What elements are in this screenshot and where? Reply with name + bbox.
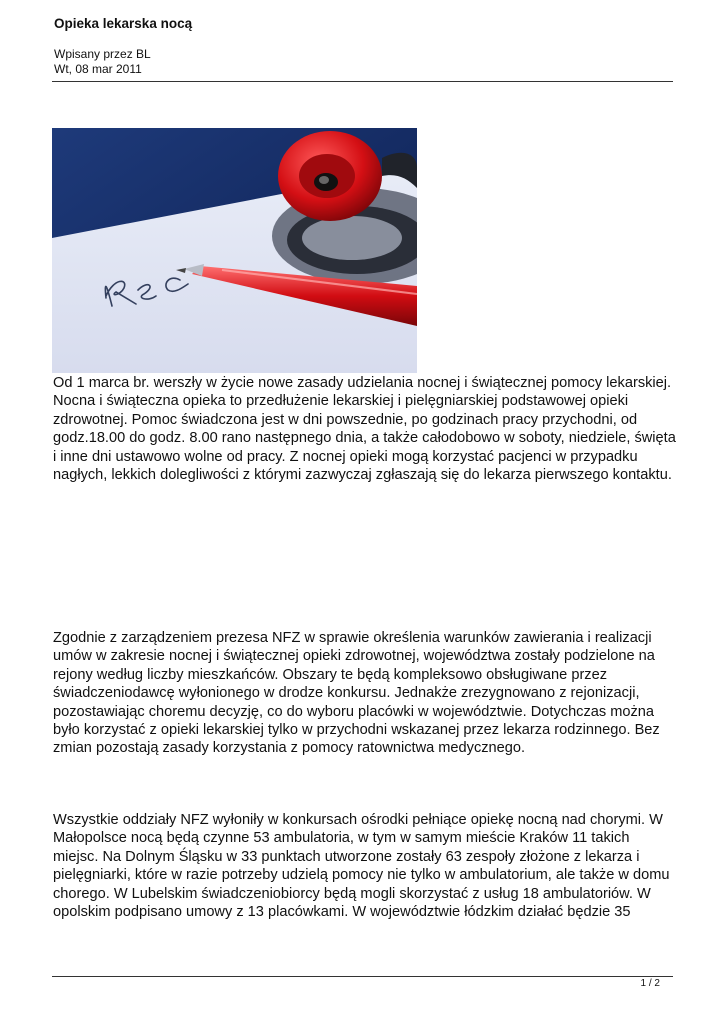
stethoscope-pen-illustration: [52, 128, 417, 373]
paragraph-2: Zgodnie z zarządzeniem prezesa NFZ w sprawie określenia warunków zawierania i realizacji umów w zakresie nocnej i świątecznej opieki zdrowotnej, województwa zostały podzielone na rejony według liczby mieszkańców. Obszary te będą kompleksowo obsługiwane przez świadczeniodawcę wyłonionego w drodze konkursu. Jednakże zrezygnowano z rejonizacji, pozostawiając choremu decyzję, co do wyboru placówki w województwie. Dotychczas można było korzystać z opieki lekarskiej tylko w przychodni wskazanej przez lekarza rodzinnego. Bez zmian pozostają zasady korzystania z pomocy ratownictwa medycznego.: [53, 630, 660, 757]
date-line: Wt, 08 mar 2011: [54, 62, 142, 76]
header-divider: [52, 81, 673, 82]
paragraph-1: Od 1 marca br. werszły w życie nowe zasady udzielania nocnej i świątecznej pomocy lekarskiej. Nocna i świąteczna opieka to przedłużenie lekarskiej i pielęgniarskiej podstawowej opieki zdrowotnej. Pomoc świadczona jest w dni powszednie, po godzinach pracy przychodni, od godz.18.00 do godz. 8.00 rano następnego dnia, a także całodobowo w soboty, niedziele, święta i inne dni ustawowo wolne od pracy. Z nocnej opieki mogą korzystać pacjenci w przypadku nagłych, lekkich dolegliwości z którymi zazwyczaj zgłaszają się do lekarza pierwszego kontaktu.: [53, 375, 676, 484]
article-title: Opieka lekarska nocą: [54, 16, 193, 31]
footer-divider: [52, 976, 673, 977]
paragraph-3: Wszystkie oddziały NFZ wyłoniły w konkursach ośrodki pełniące opiekę nocną nad chorymi. W Małopolsce nocą będą czynne 53 ambulatoria, w tym w samym mieście Kraków 11 takich miejsc. Na Dolnym Śląsku w 33 punktach utworzone zostały 63 zespoły złożone z lekarza i pielęgniarki, które w razie potrzeby udzielą pomocy nie tylko w ambulatorium, ale także w domu chorego. W Lubelskim świadczeniobiorcy będą mogli skorzystać z usług 18 ambulatoriów. W opolskim podpisano umowy z 13 placówkami. W województwie łódzkim działać będzie 35: [53, 812, 670, 921]
article-photo: [52, 128, 417, 373]
article-meta: [54, 47, 151, 77]
author-line: Wpisany przez BL: [54, 47, 151, 61]
page-number: 1 / 2: [640, 978, 660, 989]
